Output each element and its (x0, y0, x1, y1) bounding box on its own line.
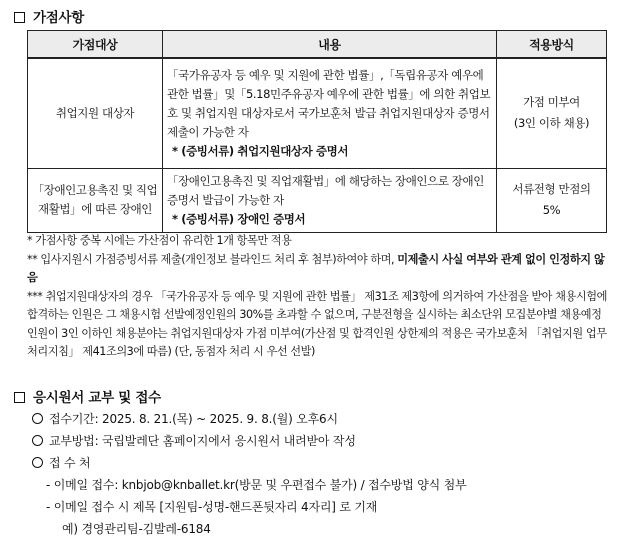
square-bullet-icon (14, 12, 25, 23)
bonus-table (27, 30, 607, 233)
row-content-text: 「장애인고용촉진 및 직업재활법」에 해당하는 장애인으로 장애인 증명서 발급이 가능한 자 (167, 173, 484, 207)
table-header-row (28, 31, 607, 59)
row-target: 「장애인고용촉진 및 직업재활법」에 따른 장애인 (28, 168, 163, 232)
circle-bullet-icon (32, 457, 43, 468)
table-row (28, 168, 607, 232)
table-row (28, 58, 607, 168)
note-2: ** 입사지원시 가점증빙서류 제출(개인정보 블라인드 처리 후 첨부)하여야 하며, 미제출시 사실 여부와 관계 없이 인정하지 않음 (27, 252, 605, 284)
section-title-application: 응시원서 교부 및 접수 (14, 386, 161, 406)
application-place-label: 접 수 처 (32, 454, 90, 471)
note-1: * 가점사항 중복 시에는 가산점이 유리한 1개 항목만 적용 (27, 234, 292, 247)
square-bullet-icon (14, 392, 25, 403)
circle-bullet-icon (32, 435, 43, 446)
row-content-text: 「국가유공자 등 예우 및 지원에 관한 법률」,「독립유공자 예우에 관한 법률」및「5.18민주유공자 예우에 관한 법률」에 의한 취업보호 및 취업지원 대상자로서 국가보훈처 발급 취업지원대상자 증명서 제출이 가능한 자 (167, 67, 491, 139)
row-document: * (증빙서류) 장애인 증명서 (172, 211, 306, 226)
circle-bullet-icon (32, 413, 43, 424)
header-method: 적용방식 (497, 31, 607, 59)
notes (27, 232, 609, 362)
row-target: 취업지원 대상자 (28, 58, 163, 168)
header-content: 내용 (163, 31, 497, 59)
application-period: 접수기간: 2025. 8. 21.(목) ~ 2025. 9. 8.(월) 오후6시 (32, 410, 338, 427)
application-example: 예) 경영관리팀-김발레-6184 (62, 522, 211, 536)
row-content (163, 58, 497, 168)
header-target: 가점대상 (28, 31, 163, 59)
section-title-bonus: 가점사항 (14, 6, 84, 26)
application-subject: - 이메일 접수 시 제목 [지원팀-성명-핸드폰뒷자리 4자리] 로 기재 (46, 500, 378, 514)
application-email: - 이메일 접수: knbjob@knballet.kr(방문 및 우편접수 불가) / 접수방법 양식 첨부 (46, 478, 467, 492)
row-content (163, 168, 497, 232)
application-method: 교부방법: 국립발레단 홈페이지에서 응시원서 내려받아 작성 (32, 432, 356, 449)
row-method: 가점 미부여 (3인 이하 채용) (497, 58, 607, 168)
row-method: 서류전형 만점의 5% (497, 168, 607, 232)
row-document: * (증빙서류) 취업지원대상자 증명서 (172, 143, 349, 158)
note-3: *** 취업지원대상자의 경우 「국가유공자 등 예우 및 지원에 관한 법률」 제31조 제3항에 의거하여 가산점을 받아 채용시험에 합격하는 인원은 그 채용시험 선발예정인원의 30%를 초과할 수 없으며, 구분전형을 실시하는 최소단위 모집분야별 채용예정인원이 3인 이하인 채용분야는 취업지원대상자 가점 미부여(가산점 및 합격인원 상한제의 적용은 국가보훈처 「취업지원 업무 처리지침」 제41조의3에 따름) (단, 동점자 처리 시 우선 선발) (27, 289, 607, 358)
